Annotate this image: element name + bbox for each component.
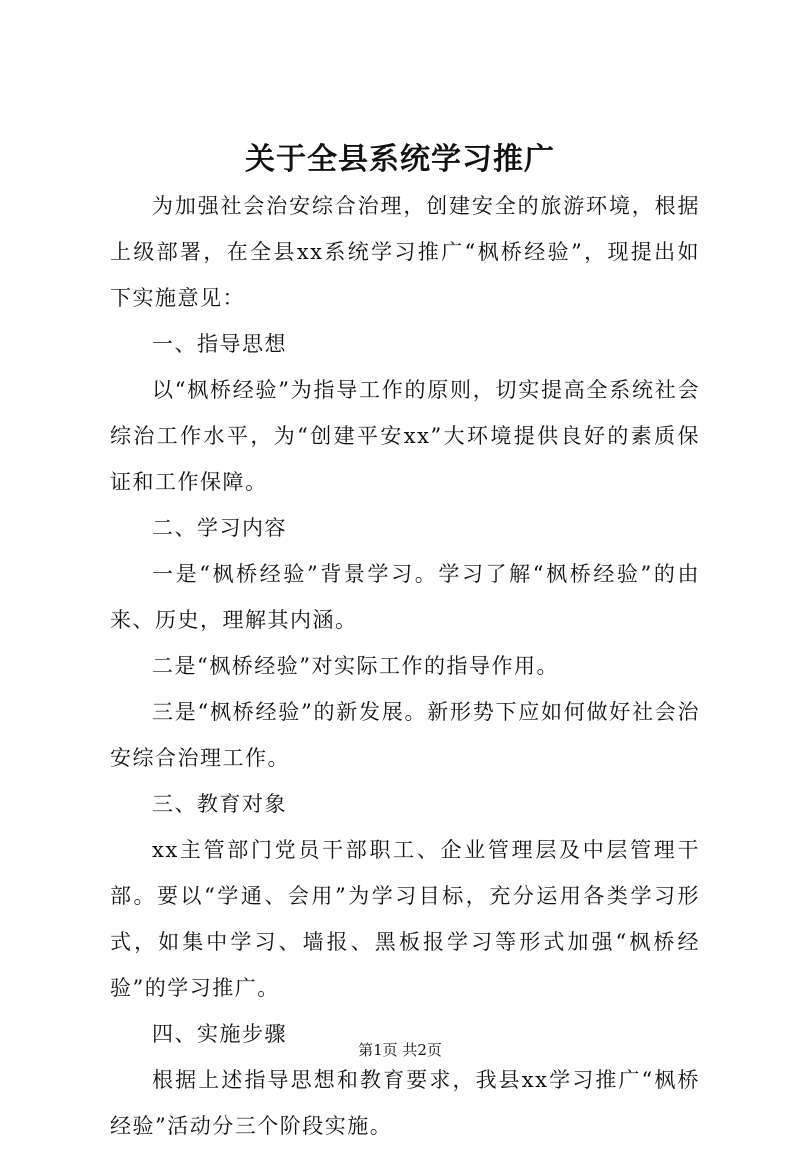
document-title: 关于全县系统学习推广 (245, 142, 555, 177)
section-heading-guiding-thought: 一、指导思想 (152, 332, 287, 356)
section-heading-study-content: 二、学习内容 (152, 516, 287, 540)
study-content-item-1: 一是“枫桥经验”背景学习。学习了解“枫桥经验”的由来、历史，理解其内涵。 (110, 562, 700, 632)
intro-paragraph: 为加强社会治安综合治理，创建安全的旅游环境，根据上级部署，在全县xx系统学习推广“枫桥经验”，现提出如下实施意见： (110, 194, 700, 310)
document-body (110, 183, 700, 1149)
section-heading-education-target: 三、教育对象 (152, 792, 287, 816)
implementation-steps-paragraph: 根据上述指导思想和教育要求，我县xx学习推广“枫桥经验”活动分三个阶段实施。 (110, 1068, 700, 1138)
education-target-paragraph: xx主管部门党员干部职工、企业管理层及中层管理干部。要以“学通、会用”为学习目标，充分运用各类学习形式，如集中学习、墙报、黑板报学习等形式加强“枫桥经验”的学习推广。 (110, 838, 700, 1000)
section-heading-implementation-steps: 四、实施步骤 (152, 1022, 287, 1046)
study-content-item-3: 三是“枫桥经验”的新发展。新形势下应如何做好社会治安综合治理工作。 (110, 700, 700, 770)
guiding-thought-paragraph: 以“枫桥经验”为指导工作的原则，切实提高全系统社会综治工作水平，为“创建平安xx”大环境提供良好的素质保证和工作保障。 (110, 378, 700, 494)
study-content-item-2: 二是“枫桥经验”对实际工作的指导作用。 (152, 654, 559, 678)
page-number-footer: 第1页 共2页 (358, 1041, 442, 1059)
